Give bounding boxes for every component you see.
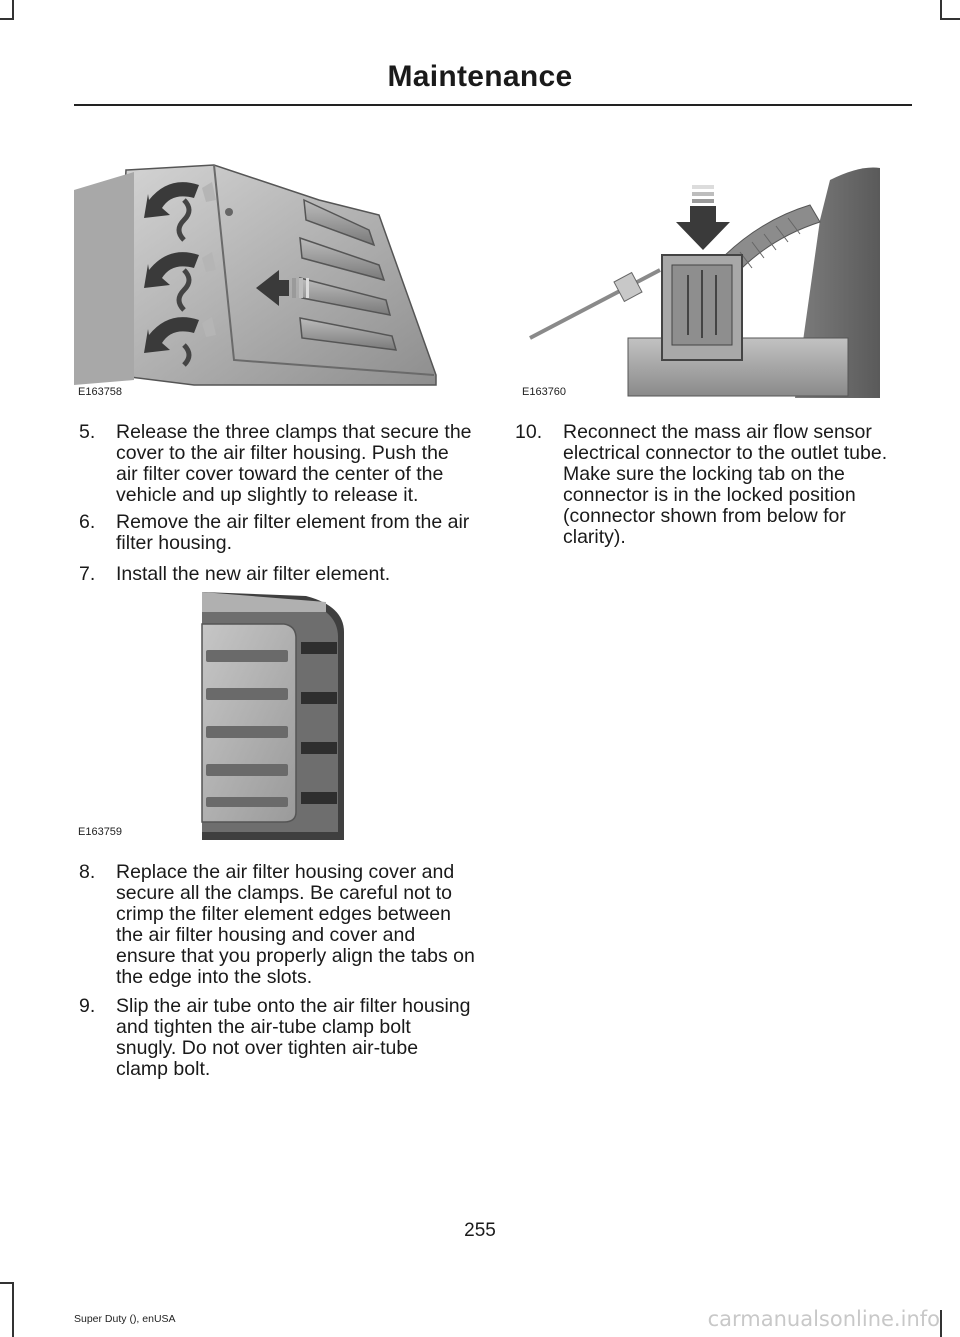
step-8	[79, 862, 475, 988]
air-filter-cover-illustration	[74, 160, 438, 400]
step-number: 7.	[79, 563, 96, 585]
crop-mark	[0, 1282, 14, 1284]
step-5	[79, 422, 475, 506]
page-number: 255	[464, 1220, 496, 1241]
crop-mark	[12, 0, 14, 20]
step-6	[79, 512, 475, 554]
air-filter-element-illustration	[86, 592, 348, 840]
step-number: 6.	[79, 511, 96, 533]
crop-mark	[940, 0, 942, 20]
step-7	[79, 564, 475, 585]
figure-code: E163758	[78, 386, 123, 398]
page-title: Maintenance	[387, 60, 573, 93]
step-text: Reconnect the mass air flow sensor electrical connector to the outlet tube. Make sure the locking tab on the connector is in the locked position (connector shown from below for clarity).	[563, 421, 888, 548]
figure-maf-connector	[520, 160, 882, 400]
figure-air-filter-element	[78, 592, 348, 840]
step-number: 9.	[79, 995, 96, 1017]
figure-code: E163760	[522, 386, 567, 398]
step-9	[79, 996, 475, 1080]
figure-code: E163759	[78, 826, 123, 838]
watermark-text: carmanualsonline.info	[707, 1307, 940, 1331]
step-number: 8.	[79, 861, 96, 883]
step-text: Install the new air filter element.	[116, 563, 391, 585]
crop-mark	[12, 1282, 14, 1337]
step-text: Release the three clamps that secure the cover to the air filter housing. Push the air filter cover toward the center of the vehicle and up slightly to release it.	[116, 421, 472, 506]
step-text: Replace the air filter housing cover and secure all the clamps. Be careful not to crimp the filter element edges between the air filter housing and cover and ensure that you properly align the tabs on the edge into the slots.	[116, 861, 475, 988]
header-divider	[74, 104, 912, 106]
step-text: Slip the air tube onto the air filter housing and tighten the air-tube clamp bolt snugly. Do not over tighten air-tube clamp bolt.	[116, 995, 471, 1080]
figure-air-filter-cover	[74, 160, 438, 400]
crop-mark	[0, 18, 14, 20]
footer-edition: Super Duty (), enUSA	[74, 1313, 176, 1325]
step-10	[515, 422, 908, 548]
crop-mark	[940, 1310, 942, 1337]
maf-connector-illustration	[520, 160, 882, 400]
step-number: 5.	[79, 421, 96, 443]
step-number: 10.	[515, 421, 543, 443]
step-text: Remove the air filter element from the air filter housing.	[116, 511, 470, 554]
crop-mark	[940, 18, 960, 20]
